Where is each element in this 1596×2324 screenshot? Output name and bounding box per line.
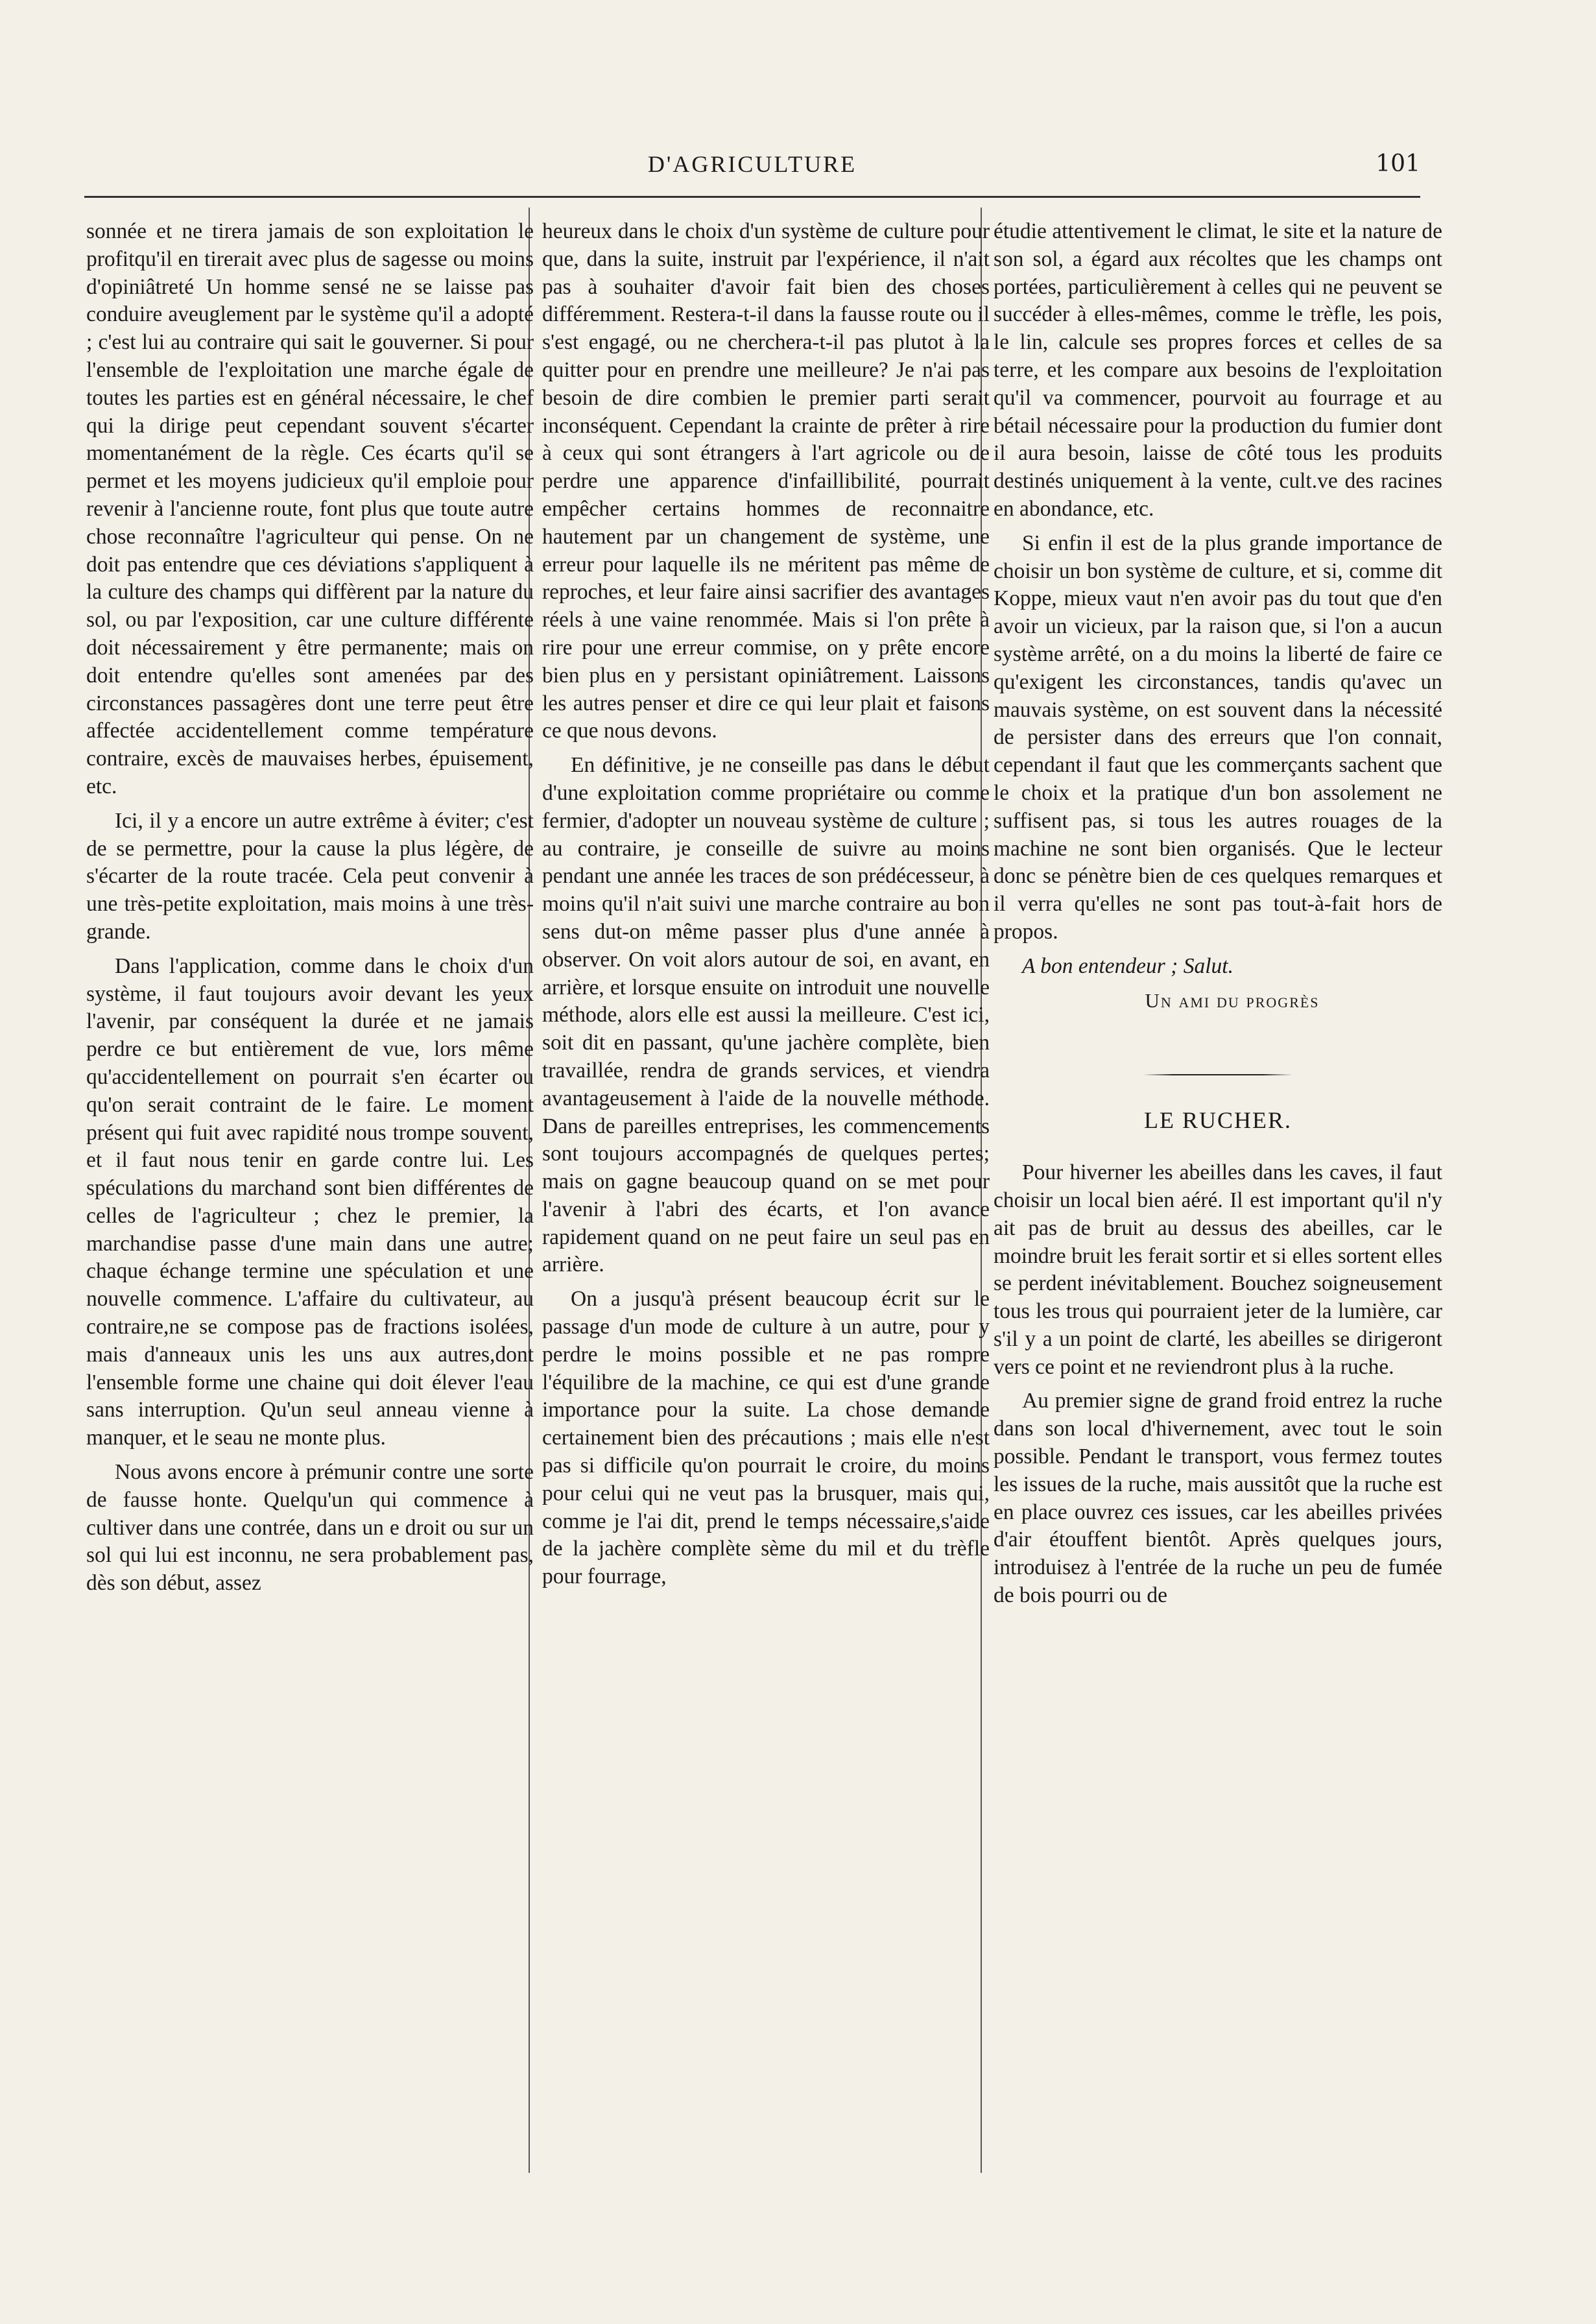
- header-rule: [84, 196, 1420, 198]
- signoff: A bon entendeur ; Salut.: [1022, 953, 1233, 978]
- section-title: LE RUCHER.: [1143, 1107, 1292, 1134]
- page-header: [84, 150, 1420, 189]
- paragraph: sonnée et ne tirera jamais de son exploitation le profitqu'il en tirerait avec plus de sagesse ou moins d'opiniâtreté Un homme sensé ne se laisse pas conduire aveuglement par le système qu'il a adopté ; c'est lui au contraire qui sait le gouverner. Si pour l'ensemble de l'exploitation une marche égale de toutes les parties est en général nécessaire, le chef qui la dirige peut cependant souvent s'écarter momentanément de la règle. Ces écarts qu'il se permet et les moyens judicieux qu'il emploie pour revenir à l'ancienne route, font plus que toute autre chose reconnaître l'agriculteur qui pense. On ne doit pas entendre que ces déviations s'appliquent à la culture des champs qui diffèrent par la nature du sol, ou par l'exposition, car une culture différente doit nécessairement y être permanente; mais on doit entendre qu'elles sont amenées par des circonstances passagères dont une terre peut être affectée accidentellement comme température contraire, excès de mauvaises herbes, épuisement, etc.: [86, 219, 534, 798]
- paragraph: heureux dans le choix d'un système de culture pour que, dans la suite, instruit par l'expérience, il n'ait pas à souhaiter d'avoir fait bien des choses différemment. Restera-t-il dans la fausse route ou il s'est engagé, ou ne cherchera-t-il pas plutot à la quitter pour en prendre une meilleure? Je n'ai pas besoin de dire combien le premier parti serait inconséquent. Cependant la crainte de prêter à rire à ceux qui sont étrangers à l'art agricole ou de perdre une apparence d'infaillibilité, pourrait empêcher certains hommes de reconnaitre hautement par un changement de système, une erreur pour laquelle ils ne méritent pas même de reproches, et leur faire ainsi sacrifier des avantages réels à une vaine renommée. Mais si l'on prête à rire pour une erreur commise, on y prête encore bien plus en y persistant opiniâtrement. Laissons les autres penser et dire ce qui leur plait et faisons ce que nous devons.: [542, 219, 990, 743]
- paragraph: Dans l'application, comme dans le choix d'un système, il faut toujours avoir devant les yeux l'avenir, par conséquent la durée et ne jamais perdre ce but entièrement de vue, lors même qu'accidentellement on pourrait s'en écarter ou qu'on serait contraint de le faire. Le moment présent qui fuit avec rapidité nous trompe souvent, et il faut nous tenir en garde contre lui. Les spéculations du marchand sont bien différentes de celles de l'agriculteur ; chez le premier, la marchandise passe d'une main dans une autre; chaque échange termine une spéculation et une nouvelle commence. L'affaire du cultivateur, au contraire,ne se compose pas de fractions isolées, mais d'anneaux unis les uns aux autres,dont l'ensemble forme une chaine qui doit élever l'eau sans interruption. Qu'un seul anneau vienne à manquer, et le seau ne monte plus.: [86, 953, 534, 1450]
- column-2: [542, 218, 990, 1591]
- paragraph: Nous avons encore à prémunir contre une sorte de fausse honte. Quelqu'un qui commence à cultiver dans une contrée, dans un e droit ou sur un sol qui lui est inconnu, ne sera probablement pas, dès son début, assez: [86, 1460, 534, 1596]
- paragraph: Ici, il y a encore un autre extrême à éviter; c'est de se permettre, pour la cause la plus légère, de s'écarter de la route tracée. Cela peut convenir à une très-petite exploitation, mais moins à une très-grande.: [86, 808, 534, 944]
- paragraph: Au premier signe de grand froid entrez la ruche dans son local d'hivernement, avec tout le soin possible. Pendant le transport, vous fermez toutes les issues de la ruche, mais aussitôt que la ruche est en place ouvrez ces issues, car les abeilles privées d'air étouffent bientôt. Après quelques jours, introduisez à l'entrée de la ruche un peu de fumée de bois pourri ou de: [994, 1389, 1442, 1608]
- paragraph: On a jusqu'à présent beaucoup écrit sur le passage d'un mode de culture à un autre, pour y perdre le moins possible et ne pas rompre l'équilibre de la machine, ce qui est d'une grande importance pour la suite. La chose demande certainement bien des précautions ; mais elle n'est pas si difficile qu'on pourrait le croire, du moins pour celui qui ne veut pas la brusquer, mais qui, comme je l'ai dit, prend le temps nécessaire,s'aide de la jachère complète sème du mil et du trèfle pour fourrage,: [542, 1287, 990, 1589]
- author-signature: Un ami du progrès: [1145, 988, 1320, 1012]
- paragraph: En définitive, je ne conseille pas dans le début d'une exploitation comme propriétaire ou comme fermier, d'adopter un nouveau système de culture ; au contraire, je conseille de suivre au moins pendant une année les traces de son prédécesseur, à moins qu'il n'ait suivi une marche contraire au bon sens dut-on même passer plus d'une année à observer. On voit alors autour de soi, en avant, en arrière, et lorsque ensuite on introduit une nouvelle méthode, alors elle est aussi la meilleure. C'est ici, soit dit en passant, qu'une jachère complète, bien travaillée, rendra de grands services, et viendra avantageusement à l'aide de la nouvelle méthode. Dans de pareilles entreprises, les commencements sont toujours accompagnés de quelques pertes; mais on gagne beaucoup quand on se met pour l'avenir à l'abri des écarts, et l'on avance rapidement quand on ne peut faire un seul pas en arrière.: [542, 753, 990, 1277]
- column-1: [86, 218, 534, 1598]
- paragraph: Si enfin il est de la plus grande importance de choisir un bon système de culture, et si, comme dit Koppe, mieux vaut n'en avoir pas du tout que d'en avoir un vicieux, par la raison que, si l'on a aucun système arrêté, on a du moins la liberté de faire ce qu'exigent les circonstances, tandis qu'avec un mauvais système, on est souvent dans la nécessité de persister dans des erreurs que l'on connait, cependant il faut que les commerçants sachent que le choix et la pratique d'un bon assolement ne suffisent pas, si tous les autres rouages de la machine ne sont bien organisés. Que le lecteur donc se pénètre bien de ces quelques remarques et il verra qu'elles ne sont pas tout-à-fait hors de propos.: [994, 531, 1442, 944]
- column-3: [994, 218, 1442, 1610]
- paragraph: Pour hiverner les abeilles dans les caves, il faut choisir un local bien aéré. Il est important qu'il n'y ait pas de bruit au dessus des abeilles, car le moindre bruit les ferait sortir et si elles sortent elles se perdent inévitablement. Bouchez soigneusement tous les trous qui pourraient jeter de la lumière, car s'il y a un point de clarté, les abeilles se dirigeront vers ce point et ne reviendront plus à la ruche.: [994, 1160, 1442, 1379]
- page-number: 101: [1376, 150, 1420, 177]
- running-title: D'AGRICULTURE: [647, 151, 857, 177]
- paragraph: étudie attentivement le climat, le site et la nature de son sol, a égard aux récoltes que les champs ont portées, particulièrement à celles qui ne peuvent se succéder à elles-mêmes, comme le trèfle, les pois, le lin, calcule ses propres forces et celles de sa terre, et les compare aux besoins de l'exploitation qu'il va commencer, pourvoit au fourrage et au bétail nécessaire pour la production du fumier dont il aura besoin, laisse de côté tous les produits destinés uniquement à la vente, cult.ve des racines en abondance, etc.: [994, 219, 1442, 521]
- section-divider: [1143, 1074, 1292, 1075]
